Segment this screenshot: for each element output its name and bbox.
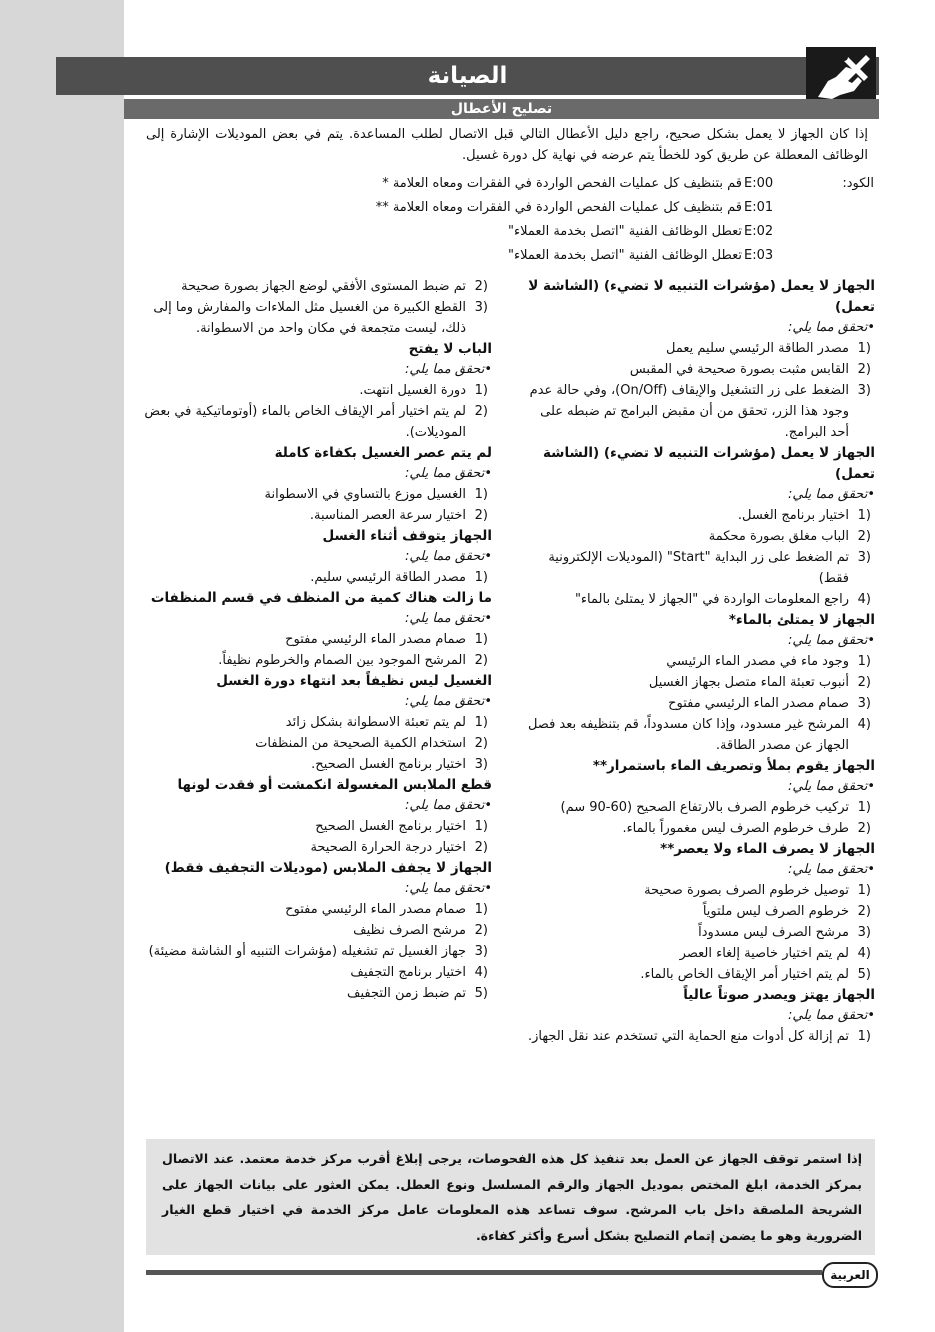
- list-item: 2) اختيار درجة الحرارة الصحيحة: [310, 840, 488, 855]
- check-list: [144, 484, 492, 526]
- list-item: 3) الضغط على زر التشغيل والإيقاف (On/Off)، وفي حالة عدم وجود هذا الزر، تحقق من أن مقبض البرامج تم ضبطه على أحد البرامج.: [529, 383, 871, 440]
- check-label: • تحقق مما يلي:: [520, 631, 875, 651]
- code-value: E:00: [744, 176, 774, 191]
- right-column: [520, 276, 875, 1047]
- check-label: • تحقق مما يلي:: [520, 777, 875, 797]
- section-heading: الجهاز لا يجفف الملابس (موديلات التجفيف فقط): [164, 860, 492, 876]
- section-heading: لم يتم عصر الغسيل بكفاءة كاملة: [274, 445, 492, 461]
- list-item: 3) القطع الكبيرة من الغسيل مثل الملاءات والمفارش وما إلى ذلك، ليست متجمعة في مكان واحد من الاسطوانة.: [153, 300, 488, 336]
- list-item: 2) المرشح الموجود بين الصمام والخرطوم نظيفاً.: [218, 653, 488, 668]
- code-row: [146, 196, 874, 220]
- list-item: 2) الباب مغلق بصورة محكمة: [708, 529, 871, 544]
- check-label: • تحقق مما يلي:: [144, 879, 492, 899]
- section-heading: الجهاز يتوقف أثناء الغسل: [322, 528, 492, 544]
- code-description: تعطل الوظائف الفنية "اتصل بخدمة العملاء": [508, 224, 742, 239]
- code-description: قم بتنظيف كل عمليات الفحص الواردة في الفقرات ومعاه العلامة **: [375, 200, 742, 215]
- code-label: الكود:: [842, 176, 874, 191]
- code-value: E:02: [744, 224, 774, 239]
- list-item: 3) جهاز الغسيل تم تشغيله (مؤشرات التنبيه أو الشاشة مضيئة): [148, 944, 488, 959]
- section-heading: قطع الملابس المغسولة انكمشت أو فقدت لونها: [177, 777, 492, 793]
- check-label: • تحقق مما يلي:: [144, 692, 492, 712]
- check-label: • تحقق مما يلي:: [144, 609, 492, 629]
- check-list: [520, 880, 875, 985]
- list-item: 2) مرشح الصرف نظيف: [353, 923, 488, 938]
- section-heading: الغسيل ليس نظيفاً بعد انتهاء دورة الغسل: [216, 673, 492, 689]
- service-note-text: إذا استمر توقف الجهاز عن العمل بعد تنفيذ كل هذه الفحوصات، يرجى إبلاغ أقرب مركز خدمة معتمد. عند الاتصال بمركز الخدمة، ابلغ المختص بموديل الجهاز والرقم المسلسل ونوع العطل. يمكن العثور على بيانات الجهاز على الشريحة الملصقة داخل باب المرشح. سوف تساعد هذه المعلومات عامل مركز الخدمة في اختيار قطع الغيار الضرورية وهو ما يضمن إتمام التصليح بشكل أسرع وأكثر كفاءة.: [162, 1151, 862, 1243]
- check-list: [520, 338, 875, 443]
- list-item: 2) اختيار سرعة العصر المناسبة.: [309, 508, 488, 523]
- list-item: 3) تم الضغط على زر البداية "Start" (الموديلات الإلكترونية فقط): [548, 550, 871, 586]
- check-label: • تحقق مما يلي:: [144, 360, 492, 380]
- list-item: 2) لم يتم اختيار أمر الإيقاف الخاص بالماء (أوتوماتيكية في بعض الموديلات).: [144, 404, 488, 440]
- code-row: [146, 220, 874, 244]
- list-item: 2) أنبوب تعبئة الماء متصل بجهاز الغسيل: [648, 675, 871, 690]
- check-label: • تحقق مما يلي:: [144, 796, 492, 816]
- list-item: 1) صمام مصدر الماء الرئيسي مفتوح: [285, 902, 488, 917]
- page-margin-strip: [0, 0, 124, 1332]
- list-item: 1) اختيار برنامج الغسل.: [737, 508, 871, 523]
- list-item: 1) وجود ماء في مصدر الماء الرئيسي: [666, 654, 871, 669]
- list-item: 1) تركيب خرطوم الصرف بالارتفاع الصحيح (60-90 سم): [560, 800, 871, 815]
- check-list: [144, 276, 492, 339]
- section-heading: الجهاز لا يعمل (مؤشرات التنبيه لا تضيء) (الشاشة تعمل): [543, 445, 875, 482]
- code-row: [146, 244, 874, 268]
- list-item: 4) راجع المعلومات الواردة في "الجهاز لا يمتلئ بالماء": [574, 592, 871, 607]
- list-item: 2) استخدام الكمية الصحيحة من المنظفات: [255, 736, 488, 751]
- list-item: 1) مصدر الطاقة الرئيسي سليم.: [310, 570, 488, 585]
- check-list: [144, 629, 492, 671]
- page-title: الصيانة: [427, 63, 508, 89]
- section-heading: ما زالت هناك كمية من المنظف في قسم المنظفات: [150, 590, 492, 606]
- list-item: 4) اختيار برنامج التجفيف: [350, 965, 488, 980]
- check-list: [520, 1026, 875, 1047]
- list-item: 4) لم يتم اختيار خاصية إلغاء العصر: [679, 946, 871, 961]
- check-list: [144, 380, 492, 443]
- intro-paragraph: إذا كان الجهاز لا يعمل بشكل صحيح، راجع دليل الأعطال التالي قبل الاتصال لطلب المساعدة. يتم في بعض الموديلات الإشارة إلى الوظائف المعطلة عن طريق كود للخطأ يتم عرضه في نهاية كل دورة غسيل.: [146, 127, 868, 163]
- list-item: 2) القابس مثبت بصورة صحيحة في المقبس: [629, 362, 871, 377]
- list-item: 1) الغسيل موزع بالتساوي في الاسطوانة: [264, 487, 488, 502]
- code-row: [146, 172, 874, 196]
- list-item: 2) طرف خرطوم الصرف ليس مغموراً بالماء.: [622, 821, 871, 836]
- check-list: [144, 712, 492, 775]
- list-item: 1) مصدر الطاقة الرئيسي سليم يعمل: [666, 341, 871, 356]
- check-list: [144, 567, 492, 588]
- check-label: • تحقق مما يلي:: [144, 464, 492, 484]
- list-item: 1) صمام مصدر الماء الرئيسي مفتوح: [285, 632, 488, 647]
- check-list: [144, 899, 492, 1004]
- footer-rule: [146, 1270, 822, 1275]
- list-item: 2) تم ضبط المستوى الأفقي لوضع الجهاز بصورة صحيحة: [181, 279, 488, 294]
- wrench-hand-icon: [806, 47, 876, 103]
- list-item: 1) توصيل خرطوم الصرف بصورة صحيحة: [644, 883, 871, 898]
- check-list: [520, 651, 875, 756]
- list-item: 3) مرشح الصرف ليس مسدوداً: [698, 925, 871, 940]
- error-code-table: [146, 172, 874, 268]
- code-description: تعطل الوظائف الفنية "اتصل بخدمة العملاء": [508, 248, 742, 263]
- list-item: 1) اختيار برنامج الغسل الصحيح: [315, 819, 488, 834]
- list-item: 5) تم ضبط زمن التجفيف: [347, 986, 488, 1001]
- language-badge: العربية: [822, 1262, 878, 1288]
- section-heading: الجهاز لا يعمل (مؤشرات التنبيه لا تضيء) (الشاشة لا تعمل): [528, 278, 875, 315]
- code-description: قم بتنظيف كل عمليات الفحص الواردة في الفقرات ومعاه العلامة *: [382, 176, 742, 191]
- check-label: • تحقق مما يلي:: [520, 318, 875, 338]
- section-heading: الجهاز لا يصرف الماء ولا يعصر**: [660, 841, 875, 857]
- list-item: 2) خرطوم الصرف ليس ملتوياً: [702, 904, 871, 919]
- section-heading: الجهاز يقوم بملأ وتصريف الماء باستمرار**: [592, 758, 875, 774]
- list-item: 3) اختيار برنامج الغسل الصحيح.: [311, 757, 488, 772]
- section-subtitle: تصليح الأعطال: [450, 101, 553, 117]
- list-item: 3) صمام مصدر الماء الرئيسي مفتوح: [668, 696, 871, 711]
- section-heading: الجهاز يهتز ويصدر صوتاً عالياً: [683, 987, 875, 1003]
- check-list: [520, 797, 875, 839]
- list-item: 5) لم يتم اختيار أمر الإيقاف الخاص بالماء.: [640, 967, 871, 982]
- section-heading: الجهاز لا يمتلئ بالماء*: [728, 612, 875, 628]
- check-label: • تحقق مما يلي:: [520, 860, 875, 880]
- section-heading: الباب لا يفتح: [408, 341, 492, 357]
- code-value: E:03: [744, 248, 774, 263]
- check-label: • تحقق مما يلي:: [144, 547, 492, 567]
- check-label: • تحقق مما يلي:: [520, 1006, 875, 1026]
- left-column: [144, 276, 492, 1004]
- check-list: [144, 816, 492, 858]
- list-item: 4) المرشح غير مسدود، وإذا كان مسدوداً، قم بتنظيفه بعد فصل الجهاز عن مصدر الطاقة.: [527, 717, 871, 753]
- list-item: 1) لم يتم تعبئة الاسطوانة بشكل زائد: [285, 715, 488, 730]
- check-list: [520, 505, 875, 610]
- list-item: 1) تم إزالة كل أدوات منع الحماية التي تستخدم عند نقل الجهاز.: [527, 1029, 871, 1044]
- check-label: • تحقق مما يلي:: [520, 485, 875, 505]
- list-item: 1) دورة الغسيل انتهت.: [359, 383, 488, 398]
- code-value: E:01: [744, 200, 774, 215]
